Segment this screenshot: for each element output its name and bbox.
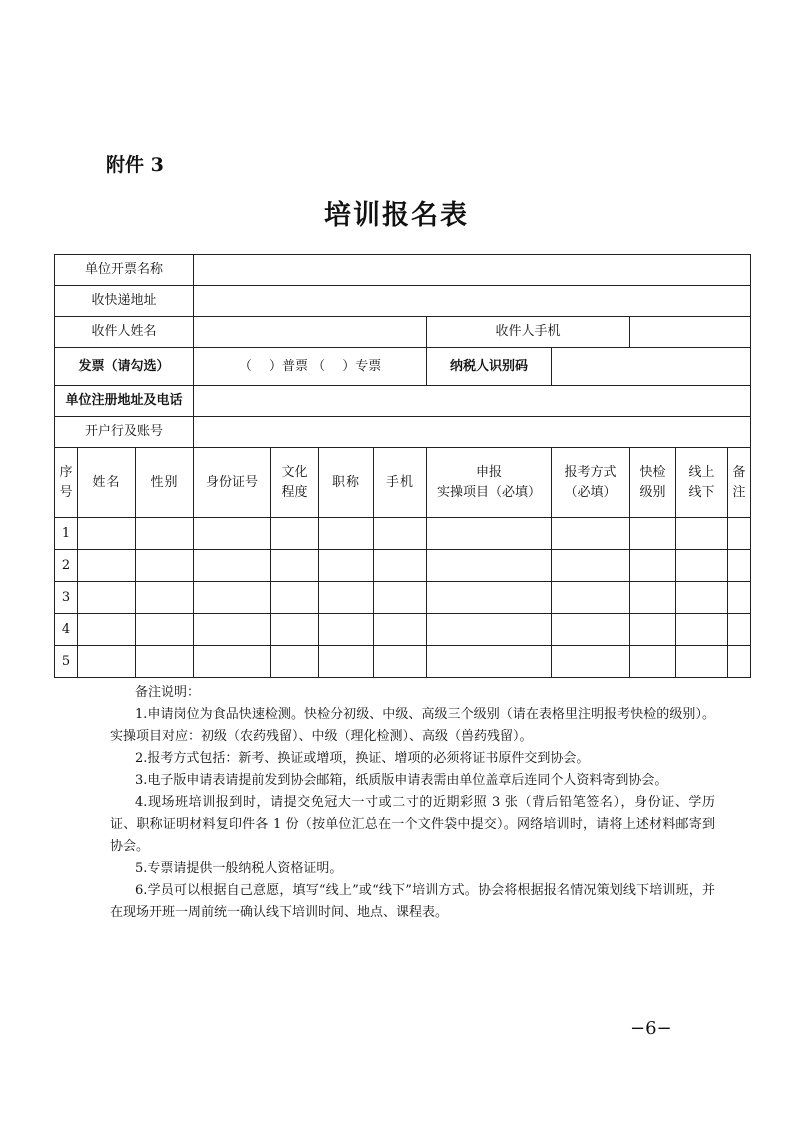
column-header: 备注 bbox=[728, 448, 751, 518]
cell[interactable] bbox=[78, 582, 136, 614]
page-title: 培训报名表 bbox=[324, 200, 469, 231]
cell[interactable] bbox=[427, 518, 552, 550]
column-header: 线上 线下 bbox=[676, 448, 728, 518]
cell[interactable] bbox=[78, 614, 136, 646]
notes-section bbox=[110, 682, 715, 924]
cell[interactable] bbox=[728, 582, 751, 614]
recipient-phone-field[interactable] bbox=[630, 317, 751, 348]
row-number: 2 bbox=[55, 550, 78, 582]
row-number: 3 bbox=[55, 582, 78, 614]
cell[interactable] bbox=[728, 550, 751, 582]
cell[interactable] bbox=[319, 646, 374, 678]
column-header: 职称 bbox=[319, 448, 374, 518]
cell[interactable] bbox=[136, 582, 194, 614]
registered-address-label: 单位注册地址及电话 bbox=[55, 386, 194, 417]
cell[interactable] bbox=[374, 582, 427, 614]
column-header: 手机 bbox=[374, 448, 427, 518]
cell[interactable] bbox=[728, 646, 751, 678]
cell[interactable] bbox=[676, 614, 728, 646]
cell[interactable] bbox=[271, 518, 319, 550]
recipient-phone-label: 收件人手机 bbox=[427, 317, 630, 348]
cell[interactable] bbox=[374, 518, 427, 550]
cell[interactable] bbox=[728, 518, 751, 550]
column-header: 姓名 bbox=[78, 448, 136, 518]
cell[interactable] bbox=[552, 582, 630, 614]
cell[interactable] bbox=[552, 518, 630, 550]
cell[interactable] bbox=[374, 646, 427, 678]
cell[interactable] bbox=[374, 614, 427, 646]
column-header: 身份证号 bbox=[194, 448, 271, 518]
cell[interactable] bbox=[427, 614, 552, 646]
column-header: 序号 bbox=[55, 448, 78, 518]
column-header: 快检 级别 bbox=[630, 448, 676, 518]
cell[interactable] bbox=[630, 550, 676, 582]
invoice-type-checkboxes[interactable]: （ ）普票 （ ）专票 bbox=[194, 348, 427, 386]
cell[interactable] bbox=[78, 550, 136, 582]
cell[interactable] bbox=[427, 550, 552, 582]
row-number: 5 bbox=[55, 646, 78, 678]
note-item: 4.现场班培训报到时，请提交免冠大一寸或二寸的近期彩照 3 张（背后铅笔签名），身份证、学历证、职称证明材料复印件各 1 份（按单位汇总在一个文件袋中提交）。网络培训时，请将上述材料邮寄到协会。 bbox=[110, 795, 715, 854]
table-row bbox=[55, 518, 751, 550]
registered-address-field[interactable] bbox=[194, 386, 751, 417]
unit-invoice-name-field[interactable] bbox=[194, 255, 751, 286]
cell[interactable] bbox=[271, 646, 319, 678]
table-row bbox=[55, 614, 751, 646]
cell[interactable] bbox=[136, 550, 194, 582]
cell[interactable] bbox=[552, 646, 630, 678]
bank-account-label: 开户行及账号 bbox=[55, 417, 194, 448]
note-item: 6.学员可以根据自己意愿，填写“线上”或“线下”培训方式。协会将根据报名情况策划线下培训班，并在现场开班一周前统一确认线下培训时间、地点、课程表。 bbox=[110, 883, 715, 920]
cell[interactable] bbox=[78, 518, 136, 550]
column-header: 报考方式 （必填） bbox=[552, 448, 630, 518]
note-item: 5.专票请提供一般纳税人资格证明。 bbox=[135, 861, 343, 876]
table-row bbox=[55, 646, 751, 678]
cell[interactable] bbox=[136, 646, 194, 678]
cell[interactable] bbox=[194, 550, 271, 582]
taxpayer-id-field[interactable] bbox=[552, 348, 751, 386]
cell[interactable] bbox=[427, 582, 552, 614]
cell[interactable] bbox=[319, 582, 374, 614]
cell[interactable] bbox=[194, 614, 271, 646]
notes-heading: 备注说明： bbox=[135, 685, 201, 700]
note-item: 2.报考方式包括：新考、换证或增项，换证、增项的必须将证书原件交到协会。 bbox=[135, 751, 590, 766]
cell[interactable] bbox=[427, 646, 552, 678]
cell[interactable] bbox=[136, 518, 194, 550]
cell[interactable] bbox=[630, 518, 676, 550]
table-row bbox=[55, 582, 751, 614]
cell[interactable] bbox=[552, 614, 630, 646]
cell[interactable] bbox=[630, 582, 676, 614]
row-number: 1 bbox=[55, 518, 78, 550]
courier-address-label: 收快递地址 bbox=[55, 286, 194, 317]
cell[interactable] bbox=[630, 614, 676, 646]
bank-account-field[interactable] bbox=[194, 417, 751, 448]
cell[interactable] bbox=[78, 646, 136, 678]
column-header: 文化程度 bbox=[271, 448, 319, 518]
note-item: 1.申请岗位为食品快速检测。快检分初级、中级、高级三个级别（请在表格里注明报考快检的级别）。实操项目对应：初级（农药残留）、中级（理化检测）、高级（兽药残留）。 bbox=[110, 707, 715, 744]
cell[interactable] bbox=[676, 518, 728, 550]
recipient-name-field[interactable] bbox=[194, 317, 427, 348]
taxpayer-id-label: 纳税人识别码 bbox=[427, 348, 552, 386]
cell[interactable] bbox=[194, 646, 271, 678]
courier-address-field[interactable] bbox=[194, 286, 751, 317]
registration-table bbox=[54, 254, 751, 678]
table-row bbox=[55, 550, 751, 582]
cell[interactable] bbox=[319, 614, 374, 646]
recipient-name-label: 收件人姓名 bbox=[55, 317, 194, 348]
column-header: 性别 bbox=[136, 448, 194, 518]
invoice-label: 发票（请勾选） bbox=[55, 348, 194, 386]
cell[interactable] bbox=[676, 582, 728, 614]
cell[interactable] bbox=[630, 646, 676, 678]
cell[interactable] bbox=[319, 550, 374, 582]
page-number: −6− bbox=[630, 1018, 672, 1039]
cell[interactable] bbox=[374, 550, 427, 582]
cell[interactable] bbox=[552, 550, 630, 582]
cell[interactable] bbox=[319, 518, 374, 550]
cell[interactable] bbox=[676, 550, 728, 582]
cell[interactable] bbox=[676, 646, 728, 678]
cell[interactable] bbox=[194, 582, 271, 614]
cell[interactable] bbox=[271, 614, 319, 646]
attachment-label: 附件 3 bbox=[106, 154, 164, 176]
unit-invoice-name-label: 单位开票名称 bbox=[55, 255, 194, 286]
column-header: 申报 实操项目（必填） bbox=[427, 448, 552, 518]
cell[interactable] bbox=[271, 582, 319, 614]
note-item: 3.电子版申请表请提前发到协会邮箱，纸质版申请表需由单位盖章后连同个人资料寄到协会。 bbox=[135, 773, 668, 788]
cell[interactable] bbox=[194, 518, 271, 550]
cell[interactable] bbox=[271, 550, 319, 582]
cell[interactable] bbox=[728, 614, 751, 646]
row-number: 4 bbox=[55, 614, 78, 646]
cell[interactable] bbox=[136, 614, 194, 646]
